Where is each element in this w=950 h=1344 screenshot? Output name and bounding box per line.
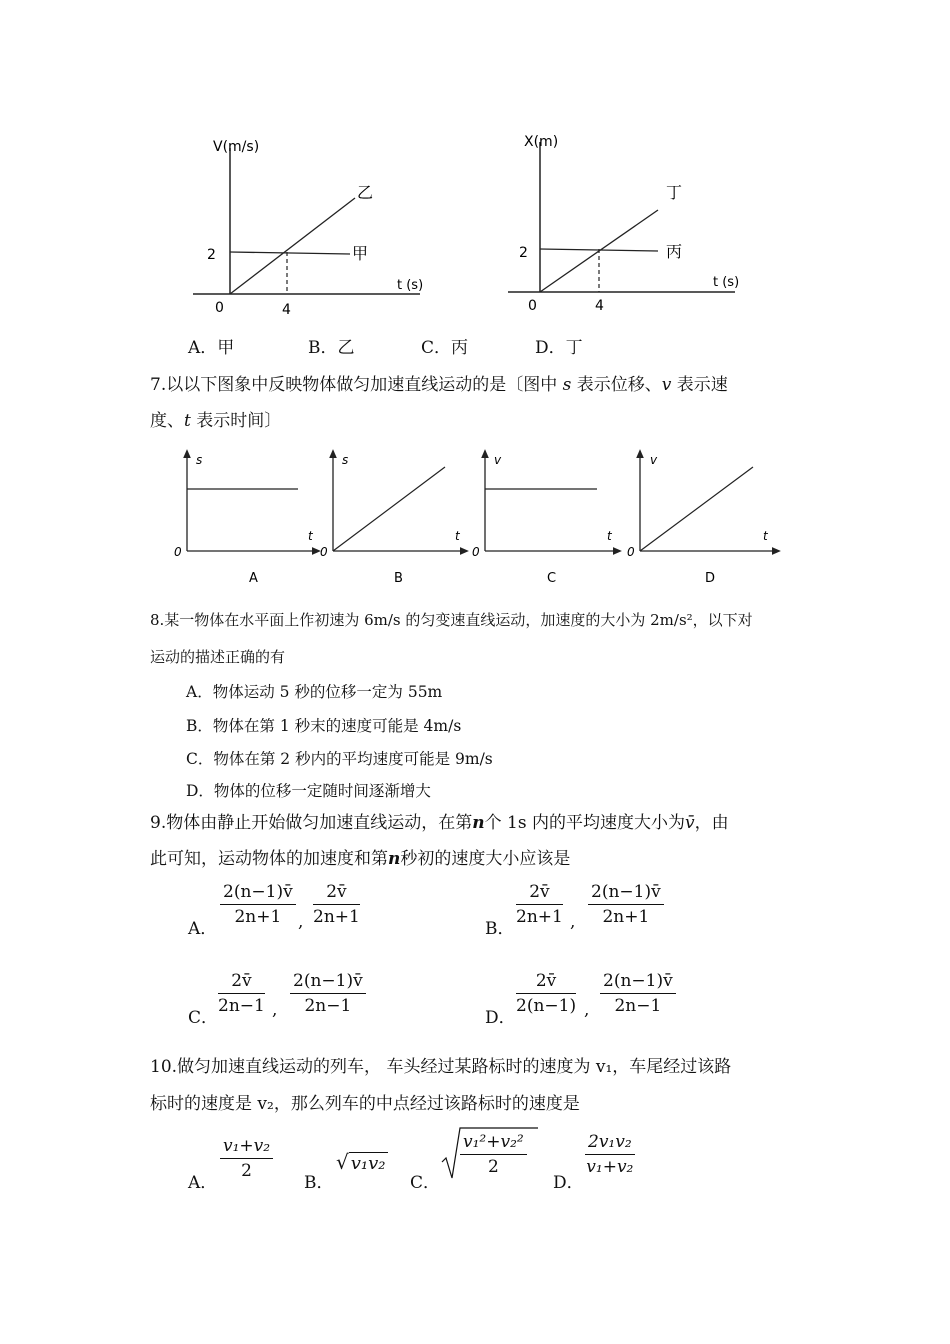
graph-origin: 0 [215,300,224,316]
svg-text:s: s [196,453,203,467]
svg-text:A: A [249,571,258,586]
q9-option-d-frac1: $\frac{2v̄}{2(n-1)}$ [516,971,577,1016]
q9-option-a-frac1: $\frac{2(n-1)v̄}{2n+1}$ [220,880,296,929]
q10-option-c-letter: C． [410,1173,441,1193]
q7-stem-line2: 度、t 表示时间〕 [150,411,282,431]
q9-option-b-letter: B． [485,919,515,939]
q10-option-b-sqrt: √ v₁v₂ [336,1150,386,1174]
q9-option-a-frac2: $\frac{2v̄}{2n+1}$ [313,882,360,927]
q9-option-c-frac1: $\frac{2v̄}{2n-1}$ [218,971,265,1016]
q8-stem-line2: 运动的描述正确的有 [150,648,286,666]
q10-option-a-frac: $\frac{\text{v₁+v₂}}{2}$ [220,1134,273,1183]
graph-origin: 0 [528,298,537,314]
q9-option-b-frac1: $\frac{2v̄}{2n+1}$ [516,882,563,927]
q6-option-b: B．乙 [308,338,355,358]
q9-option-c-letter: C． [188,1008,219,1028]
graph-x-tick: 4 [282,302,291,318]
svg-text:s: s [342,453,349,467]
graph-line-label: 甲 [352,244,369,263]
svg-text:D: D [705,571,716,586]
graph-x-label: t (s) [397,278,424,293]
svg-text:C: C [547,571,557,586]
svg-text:0: 0 [472,545,480,559]
svg-text:t: t [763,529,768,543]
q7-graph-a [174,453,317,586]
svg-text:0: 0 [320,545,328,559]
graph-y-tick: 2 [519,245,528,261]
graph-y-label: V(m/s) [213,139,260,155]
q6-graph-left [185,128,445,328]
svg-text:0: 0 [627,545,635,559]
q7-graphs [165,445,790,590]
q9-option-d-frac2: $\frac{2(n-1)v̄}{2n-1}$ [600,969,676,1018]
svg-text:0: 0 [174,545,182,559]
q6-option-d: D．丁 [535,338,583,358]
q10-option-a-letter: A． [188,1173,218,1193]
q6-option-c: C．丙 [421,338,469,358]
svg-text:v: v [494,453,502,467]
svg-text:t: t [308,529,313,543]
q10-stem-line2: 标时的速度是 v₂，那么列车的中点经过该路标时的速度是 [150,1094,580,1114]
q7-graph-c [472,453,618,586]
graph-y-label: X(m) [524,134,559,150]
q10-option-d-frac: $\frac{\text{2v₁v₂}}{\text{v₁+v₂}}$ [586,1132,634,1177]
svg-text:v: v [650,453,658,467]
q9-stem-line1: 9.物体由静止开始做匀加速直线运动，在第n个 1s 内的平均速度大小为v̄，由 [150,813,729,833]
svg-text:t: t [607,529,612,543]
q9-option-b-frac2: $\frac{2(n-1)v̄}{2n+1}$ [588,880,664,929]
q10-option-d-letter: D． [553,1173,584,1193]
q9-option-c-frac2: $\frac{2(n-1)v̄}{2n-1}$ [290,969,366,1018]
graph-x-tick: 4 [595,298,604,314]
q7-graph-b [320,453,465,586]
graph-line-label: 丁 [666,183,683,202]
q8-option-d: D．物体的位移一定随时间逐渐增大 [186,782,431,800]
q10-stem-line1: 10.做匀加速直线运动的列车， 车头经过某路标时的速度为 v₁，车尾经过该路 [150,1057,732,1077]
q6-graph-right [500,128,760,328]
q9-option-a-letter: A． [188,919,218,939]
q8-option-b: B．物体在第 1 秒末的速度可能是 4m/s [186,717,462,735]
q10-option-b-letter: B． [304,1173,334,1193]
graph-x-label: t (s) [713,275,740,290]
q9-stem-line2: 此可知，运动物体的加速度和第n秒初的速度大小应该是 [150,849,571,869]
graph-line-label: 乙 [357,183,374,202]
svg-text:t: t [455,529,460,543]
q8-option-a: A．物体运动 5 秒的位移一定为 55m [186,683,443,701]
q9-option-d-letter: D． [485,1008,516,1028]
q7-graph-d [627,453,777,586]
q6-option-a: A．甲 [188,338,235,358]
q8-stem-line1: 8.某一物体在水平面上作初速为 6m/s 的匀变速直线运动，加速度的大小为 2m/s²，以下对 [150,611,753,629]
graph-y-tick: 2 [207,247,216,263]
q8-option-c: C．物体在第 2 秒内的平均速度可能是 9m/s [186,750,493,768]
graph-line-label: 丙 [666,242,683,261]
svg-text:B: B [394,571,403,586]
q10-option-c-sqrt: $\frac{\text{v₁²+v₂²}}{2}$ [440,1124,540,1184]
q7-stem-line1: 7.以以下图象中反映物体做匀加速直线运动的是〔图中 s 表示位移、v 表示速 [150,375,728,395]
